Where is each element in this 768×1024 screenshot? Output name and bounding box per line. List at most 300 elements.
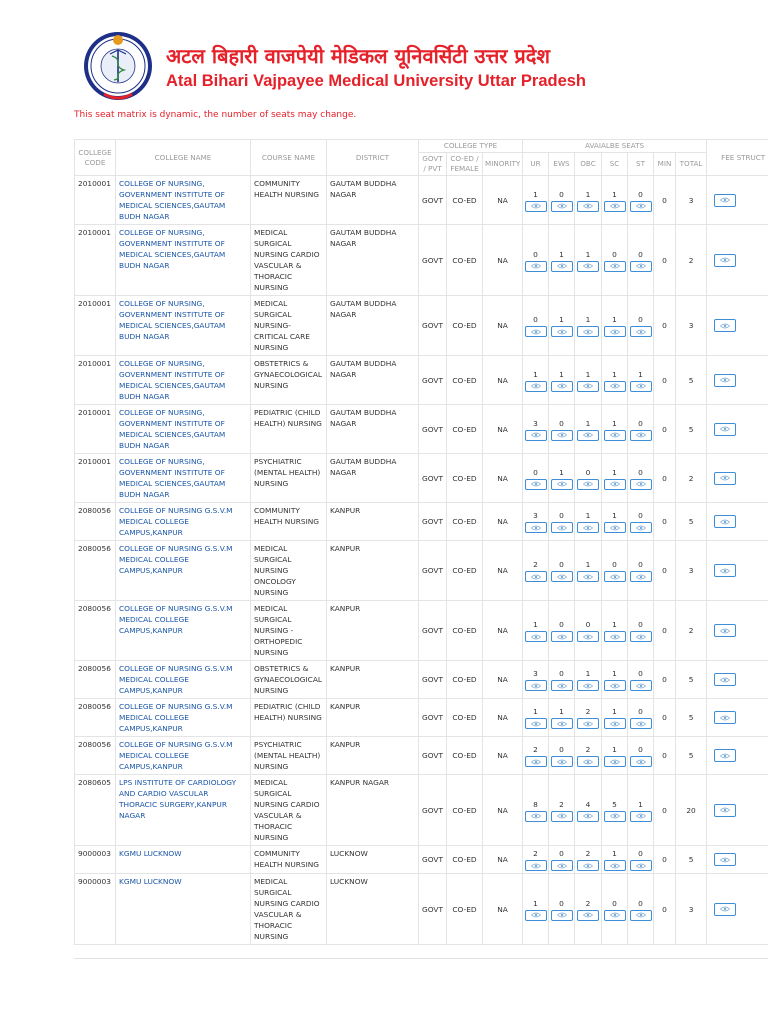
college-name-link[interactable]: COLLEGE OF NURSING G.S.V.M MEDICAL COLLEGE CAMPUS,KANPUR	[116, 661, 251, 699]
govt-pvt-cell: GOVT	[419, 737, 447, 775]
eye-icon	[610, 383, 620, 389]
seat-count-st: 0	[638, 189, 643, 199]
view-fee-structure-button[interactable]	[714, 254, 736, 267]
university-seal-icon	[82, 28, 154, 106]
seat-count-ur: 0	[533, 315, 538, 324]
view-seat-details-button[interactable]	[577, 261, 599, 272]
eye-icon	[531, 481, 541, 487]
seat-cell-st	[628, 737, 654, 775]
seat-count-ur: 1	[533, 620, 538, 629]
view-seat-details-button[interactable]	[630, 381, 652, 392]
seat-cell-obc	[575, 296, 602, 356]
seat-cell-st	[628, 541, 654, 601]
seat-matrix-table-container[interactable]	[74, 139, 768, 959]
coed-female-cell: CO-ED	[447, 874, 483, 945]
eye-icon	[720, 377, 730, 383]
eye-icon	[610, 574, 620, 580]
total-seats-cell: 5	[676, 405, 707, 454]
seat-count-ur: 1	[533, 898, 538, 908]
eye-icon	[557, 863, 567, 869]
seat-count-ur: 2	[533, 849, 538, 858]
seat-count-sc: 1	[612, 707, 617, 716]
seat-count-obc: 1	[585, 511, 591, 520]
min-seats-cell: 0	[654, 356, 676, 405]
view-seat-details-button[interactable]	[577, 571, 599, 582]
seat-count-ews: 0	[559, 849, 564, 858]
view-fee-structure-button[interactable]	[714, 673, 736, 686]
col-header-district: DISTRICT	[327, 140, 419, 176]
view-seat-details-button[interactable]	[551, 718, 573, 729]
eye-icon	[636, 481, 646, 487]
seat-cell-ur	[523, 296, 549, 356]
view-seat-details-button[interactable]	[551, 756, 573, 767]
university-title-english: Atal Bihari Vajpayee Medical University Uttar Pradesh	[166, 72, 587, 90]
seat-count-sc: 1	[612, 669, 617, 678]
college-name-link[interactable]: KGMU LUCKNOW	[116, 846, 251, 874]
fee-structure-cell	[707, 699, 768, 737]
col-header-minority: MINORITY	[483, 153, 523, 176]
fee-structure-cell	[707, 541, 768, 601]
seat-cell-st	[628, 661, 654, 699]
seat-cell-obc	[575, 225, 602, 296]
seat-cell-ews	[549, 661, 575, 699]
view-seat-details-button[interactable]	[525, 522, 547, 533]
college-code-cell: 2010001	[75, 454, 116, 503]
view-seat-details-button[interactable]	[551, 910, 573, 921]
seat-cell-st	[628, 874, 654, 945]
govt-pvt-cell: GOVT	[419, 405, 447, 454]
college-name-link[interactable]: COLLEGE OF NURSING, GOVERNMENT INSTITUTE OF MEDICAL SCIENCES,GAUTAM BUDH NAGAR	[116, 405, 251, 454]
seat-cell-sc	[602, 874, 628, 945]
seat-cell-obc	[575, 601, 602, 661]
eye-icon	[557, 634, 567, 640]
fee-structure-cell	[707, 775, 768, 846]
college-name-link[interactable]: COLLEGE OF NURSING G.S.V.M MEDICAL COLLEGE CAMPUS,KANPUR	[116, 541, 251, 601]
seat-cell-ur	[523, 846, 549, 874]
eye-icon	[557, 432, 567, 438]
view-fee-structure-button[interactable]	[714, 903, 736, 916]
eye-icon	[610, 203, 620, 209]
coed-female-cell: CO-ED	[447, 699, 483, 737]
view-seat-details-button[interactable]	[525, 631, 547, 642]
govt-pvt-cell: GOVT	[419, 846, 447, 874]
view-fee-structure-button[interactable]	[714, 423, 736, 436]
college-name-link[interactable]: COLLEGE OF NURSING, GOVERNMENT INSTITUTE OF MEDICAL SCIENCES,GAUTAM BUDH NAGAR	[116, 176, 251, 225]
seat-cell-ur	[523, 176, 549, 225]
min-seats-cell: 0	[654, 775, 676, 846]
view-seat-details-button[interactable]	[525, 571, 547, 582]
seat-count-ews: 0	[559, 418, 564, 428]
minority-cell: NA	[483, 699, 523, 737]
course-name-cell: COMMUNITY HEALTH NURSING	[251, 176, 327, 225]
seat-count-obc: 1	[585, 249, 591, 259]
view-seat-details-button[interactable]	[577, 430, 599, 441]
seat-cell-obc	[575, 661, 602, 699]
eye-icon	[610, 863, 620, 869]
view-seat-details-button[interactable]	[630, 860, 652, 871]
view-seat-details-button[interactable]	[551, 381, 573, 392]
govt-pvt-cell: GOVT	[419, 454, 447, 503]
view-seat-details-button[interactable]	[577, 860, 599, 871]
eye-icon	[610, 329, 620, 335]
view-seat-details-button[interactable]	[604, 718, 626, 729]
college-name-link[interactable]: COLLEGE OF NURSING, GOVERNMENT INSTITUTE OF MEDICAL SCIENCES,GAUTAM BUDH NAGAR	[116, 356, 251, 405]
seat-cell-obc	[575, 503, 602, 541]
eye-icon	[636, 203, 646, 209]
table-row	[75, 405, 768, 454]
seat-cell-ews	[549, 846, 575, 874]
seat-cell-obc	[575, 737, 602, 775]
view-seat-details-button[interactable]	[630, 261, 652, 272]
seat-cell-obc	[575, 874, 602, 945]
eye-icon	[557, 203, 567, 209]
seat-count-ews: 0	[559, 745, 564, 754]
view-seat-details-button[interactable]	[525, 479, 547, 490]
view-seat-details-button[interactable]	[630, 201, 652, 212]
view-seat-details-button[interactable]	[604, 680, 626, 691]
eye-icon	[583, 759, 593, 765]
eye-icon	[531, 383, 541, 389]
col-header-total: TOTAL	[676, 153, 707, 176]
eye-icon	[531, 203, 541, 209]
min-seats-cell: 0	[654, 874, 676, 945]
seat-cell-ur	[523, 503, 549, 541]
eye-icon	[636, 574, 646, 580]
view-seat-details-button[interactable]	[630, 430, 652, 441]
fee-structure-cell	[707, 737, 768, 775]
seat-count-st: 0	[638, 249, 643, 259]
view-seat-details-button[interactable]	[525, 326, 547, 337]
view-seat-details-button[interactable]	[525, 381, 547, 392]
seat-count-obc: 0	[585, 620, 591, 629]
fee-structure-cell	[707, 356, 768, 405]
view-seat-details-button[interactable]	[551, 201, 573, 212]
view-seat-details-button[interactable]	[551, 522, 573, 533]
view-seat-details-button[interactable]	[604, 326, 626, 337]
college-code-cell: 2010001	[75, 296, 116, 356]
eye-icon	[583, 203, 593, 209]
seat-cell-ur	[523, 405, 549, 454]
seat-cell-obc	[575, 775, 602, 846]
seat-cell-obc	[575, 176, 602, 225]
col-header-st: ST	[628, 153, 654, 176]
fee-structure-cell	[707, 874, 768, 945]
district-cell: KANPUR	[327, 503, 419, 541]
view-seat-details-button[interactable]	[577, 756, 599, 767]
seat-count-ur: 1	[533, 707, 538, 716]
eye-icon	[610, 481, 620, 487]
eye-icon	[720, 906, 730, 912]
col-header-govt-pvt: GOVT / PVT	[419, 153, 447, 176]
view-seat-details-button[interactable]	[604, 430, 626, 441]
view-seat-details-button[interactable]	[525, 860, 547, 871]
minority-cell: NA	[483, 874, 523, 945]
fee-structure-cell	[707, 601, 768, 661]
seat-count-ews: 1	[559, 315, 564, 324]
total-seats-cell: 2	[676, 225, 707, 296]
eye-icon	[583, 721, 593, 727]
coed-female-cell: CO-ED	[447, 176, 483, 225]
seat-cell-sc	[602, 296, 628, 356]
seat-cell-sc	[602, 846, 628, 874]
govt-pvt-cell: GOVT	[419, 601, 447, 661]
college-name-link[interactable]: COLLEGE OF NURSING G.S.V.M MEDICAL COLLEGE CAMPUS,KANPUR	[116, 699, 251, 737]
view-seat-details-button[interactable]	[525, 261, 547, 272]
view-seat-details-button[interactable]	[630, 571, 652, 582]
govt-pvt-cell: GOVT	[419, 296, 447, 356]
table-row	[75, 296, 768, 356]
view-fee-structure-button[interactable]	[714, 194, 736, 207]
view-fee-structure-button[interactable]	[714, 564, 736, 577]
view-seat-details-button[interactable]	[630, 756, 652, 767]
view-fee-structure-button[interactable]	[714, 472, 736, 485]
view-seat-details-button[interactable]	[525, 811, 547, 822]
table-row	[75, 699, 768, 737]
seat-cell-sc	[602, 176, 628, 225]
view-seat-details-button[interactable]	[604, 756, 626, 767]
seat-count-st: 0	[638, 511, 643, 520]
view-seat-details-button[interactable]	[551, 571, 573, 582]
seat-cell-ur	[523, 874, 549, 945]
district-cell: GAUTAM BUDDHA NAGAR	[327, 405, 419, 454]
college-name-link[interactable]: LPS INSTITUTE OF CARDIOLOGY AND CARDIO VASCULAR THORACIC SURGERY,KANPUR NAGAR	[116, 775, 251, 846]
seat-cell-ews	[549, 541, 575, 601]
view-seat-details-button[interactable]	[577, 381, 599, 392]
coed-female-cell: CO-ED	[447, 601, 483, 661]
seat-count-st: 0	[638, 418, 643, 428]
district-cell: KANPUR	[327, 737, 419, 775]
view-seat-details-button[interactable]	[630, 680, 652, 691]
seat-count-sc: 0	[612, 898, 617, 908]
eye-icon	[557, 759, 567, 765]
seat-count-ews: 0	[559, 189, 564, 199]
college-code-cell: 2080056	[75, 503, 116, 541]
seat-cell-ur	[523, 541, 549, 601]
govt-pvt-cell: GOVT	[419, 503, 447, 541]
view-seat-details-button[interactable]	[577, 479, 599, 490]
seat-count-obc: 1	[585, 418, 591, 428]
seat-cell-sc	[602, 503, 628, 541]
total-seats-cell: 5	[676, 661, 707, 699]
view-seat-details-button[interactable]	[604, 910, 626, 921]
eye-icon	[720, 753, 730, 759]
view-seat-details-button[interactable]	[630, 326, 652, 337]
eye-icon	[610, 634, 620, 640]
col-header-min: MIN	[654, 153, 676, 176]
eye-icon	[531, 863, 541, 869]
min-seats-cell: 0	[654, 405, 676, 454]
eye-icon	[583, 383, 593, 389]
coed-female-cell: CO-ED	[447, 225, 483, 296]
view-fee-structure-button[interactable]	[714, 711, 736, 724]
eye-icon	[531, 813, 541, 819]
table-row	[75, 874, 768, 945]
eye-icon	[583, 329, 593, 335]
eye-icon	[720, 323, 730, 329]
view-seat-details-button[interactable]	[604, 381, 626, 392]
college-code-cell: 2010001	[75, 356, 116, 405]
col-header-coed-female: CO-ED / FEMALE	[447, 153, 483, 176]
view-seat-details-button[interactable]	[551, 680, 573, 691]
seat-cell-ews	[549, 775, 575, 846]
seat-cell-st	[628, 296, 654, 356]
course-name-cell: COMMUNITY HEALTH NURSING	[251, 503, 327, 541]
seat-cell-st	[628, 601, 654, 661]
seat-cell-st	[628, 225, 654, 296]
seat-count-ur: 1	[533, 369, 538, 379]
view-seat-details-button[interactable]	[604, 860, 626, 871]
min-seats-cell: 0	[654, 296, 676, 356]
view-seat-details-button[interactable]	[551, 631, 573, 642]
view-seat-details-button[interactable]	[604, 522, 626, 533]
seat-cell-sc	[602, 601, 628, 661]
fee-structure-cell	[707, 661, 768, 699]
seat-count-obc: 4	[585, 799, 591, 809]
fee-structure-cell	[707, 405, 768, 454]
view-seat-details-button[interactable]	[525, 718, 547, 729]
view-seat-details-button[interactable]	[630, 479, 652, 490]
view-seat-details-button[interactable]	[551, 479, 573, 490]
seat-count-st: 0	[638, 467, 643, 477]
minority-cell: NA	[483, 176, 523, 225]
minority-cell: NA	[483, 661, 523, 699]
eye-icon	[583, 683, 593, 689]
view-seat-details-button[interactable]	[551, 430, 573, 441]
min-seats-cell: 0	[654, 699, 676, 737]
seat-cell-ews	[549, 225, 575, 296]
seat-cell-st	[628, 405, 654, 454]
eye-icon	[636, 813, 646, 819]
govt-pvt-cell: GOVT	[419, 775, 447, 846]
college-code-cell: 2080056	[75, 541, 116, 601]
college-name-link[interactable]: COLLEGE OF NURSING, GOVERNMENT INSTITUTE OF MEDICAL SCIENCES,GAUTAM BUDH NAGAR	[116, 454, 251, 503]
view-seat-details-button[interactable]	[604, 261, 626, 272]
view-fee-structure-button[interactable]	[714, 853, 736, 866]
view-seat-details-button[interactable]	[525, 910, 547, 921]
eye-icon	[583, 863, 593, 869]
view-fee-structure-button[interactable]	[714, 804, 736, 817]
view-seat-details-button[interactable]	[525, 680, 547, 691]
view-fee-structure-button[interactable]	[714, 624, 736, 637]
seat-count-obc: 1	[585, 189, 591, 199]
total-seats-cell: 5	[676, 503, 707, 541]
eye-icon	[531, 525, 541, 531]
fee-structure-cell	[707, 454, 768, 503]
view-fee-structure-button[interactable]	[714, 749, 736, 762]
eye-icon	[583, 574, 593, 580]
eye-icon	[720, 426, 730, 432]
view-seat-details-button[interactable]	[604, 571, 626, 582]
view-seat-details-button[interactable]	[551, 326, 573, 337]
view-seat-details-button[interactable]	[525, 201, 547, 212]
college-code-cell: 2010001	[75, 176, 116, 225]
college-name-link[interactable]: COLLEGE OF NURSING G.S.V.M MEDICAL COLLEGE CAMPUS,KANPUR	[116, 503, 251, 541]
seat-cell-ews	[549, 454, 575, 503]
view-fee-structure-button[interactable]	[714, 515, 736, 528]
view-seat-details-button[interactable]	[577, 910, 599, 921]
view-seat-details-button[interactable]	[604, 479, 626, 490]
view-seat-details-button[interactable]	[630, 522, 652, 533]
seat-cell-ews	[549, 601, 575, 661]
college-name-link[interactable]: COLLEGE OF NURSING, GOVERNMENT INSTITUTE OF MEDICAL SCIENCES,GAUTAM BUDH NAGAR	[116, 296, 251, 356]
view-seat-details-button[interactable]	[630, 910, 652, 921]
view-seat-details-button[interactable]	[604, 631, 626, 642]
seat-count-st: 1	[638, 369, 643, 379]
view-seat-details-button[interactable]	[551, 860, 573, 871]
view-seat-details-button[interactable]	[525, 756, 547, 767]
view-seat-details-button[interactable]	[525, 430, 547, 441]
seat-cell-sc	[602, 699, 628, 737]
seat-cell-obc	[575, 454, 602, 503]
table-row	[75, 454, 768, 503]
eye-icon	[531, 683, 541, 689]
view-seat-details-button[interactable]	[577, 718, 599, 729]
college-name-link[interactable]: KGMU LUCKNOW	[116, 874, 251, 945]
coed-female-cell: CO-ED	[447, 541, 483, 601]
course-name-cell: PSYCHIATRIC (MENTAL HEALTH) NURSING	[251, 737, 327, 775]
seat-count-st: 0	[638, 707, 643, 716]
view-seat-details-button[interactable]	[577, 811, 599, 822]
seat-count-sc: 1	[612, 189, 617, 199]
eye-icon	[610, 263, 620, 269]
view-seat-details-button[interactable]	[577, 631, 599, 642]
seat-count-st: 1	[638, 799, 643, 809]
seat-count-ews: 1	[559, 249, 564, 259]
seat-count-st: 0	[638, 560, 643, 569]
view-seat-details-button[interactable]	[630, 718, 652, 729]
eye-icon	[583, 481, 593, 487]
view-seat-details-button[interactable]	[551, 261, 573, 272]
course-name-cell: COMMUNITY HEALTH NURSING	[251, 846, 327, 874]
seat-count-ews: 1	[559, 467, 564, 477]
college-name-link[interactable]: COLLEGE OF NURSING G.S.V.M MEDICAL COLLEGE CAMPUS,KANPUR	[116, 601, 251, 661]
seat-cell-obc	[575, 846, 602, 874]
seat-count-ur: 1	[533, 189, 538, 199]
coed-female-cell: CO-ED	[447, 775, 483, 846]
view-seat-details-button[interactable]	[630, 811, 652, 822]
eye-icon	[636, 383, 646, 389]
course-name-cell: PSYCHIATRIC (MENTAL HEALTH) NURSING	[251, 454, 327, 503]
govt-pvt-cell: GOVT	[419, 541, 447, 601]
view-seat-details-button[interactable]	[551, 811, 573, 822]
view-seat-details-button[interactable]	[577, 522, 599, 533]
eye-icon	[636, 525, 646, 531]
view-seat-details-button[interactable]	[604, 201, 626, 212]
coed-female-cell: CO-ED	[447, 356, 483, 405]
seat-count-sc: 1	[612, 849, 617, 858]
view-fee-structure-button[interactable]	[714, 374, 736, 387]
view-seat-details-button[interactable]	[577, 326, 599, 337]
eye-icon	[720, 807, 730, 813]
college-name-link[interactable]: COLLEGE OF NURSING, GOVERNMENT INSTITUTE OF MEDICAL SCIENCES,GAUTAM BUDH NAGAR	[116, 225, 251, 296]
college-name-link[interactable]: COLLEGE OF NURSING G.S.V.M MEDICAL COLLEGE CAMPUS,KANPUR	[116, 737, 251, 775]
seat-count-ews: 0	[559, 620, 564, 629]
page-header	[82, 28, 587, 108]
eye-icon	[610, 432, 620, 438]
view-seat-details-button[interactable]	[604, 811, 626, 822]
seat-count-st: 0	[638, 849, 643, 858]
total-seats-cell: 3	[676, 874, 707, 945]
total-seats-cell: 3	[676, 541, 707, 601]
view-seat-details-button[interactable]	[577, 680, 599, 691]
seat-count-sc: 1	[612, 418, 617, 428]
view-seat-details-button[interactable]	[630, 631, 652, 642]
view-seat-details-button[interactable]	[577, 201, 599, 212]
view-fee-structure-button[interactable]	[714, 319, 736, 332]
minority-cell: NA	[483, 454, 523, 503]
seat-cell-sc	[602, 356, 628, 405]
eye-icon	[720, 857, 730, 863]
